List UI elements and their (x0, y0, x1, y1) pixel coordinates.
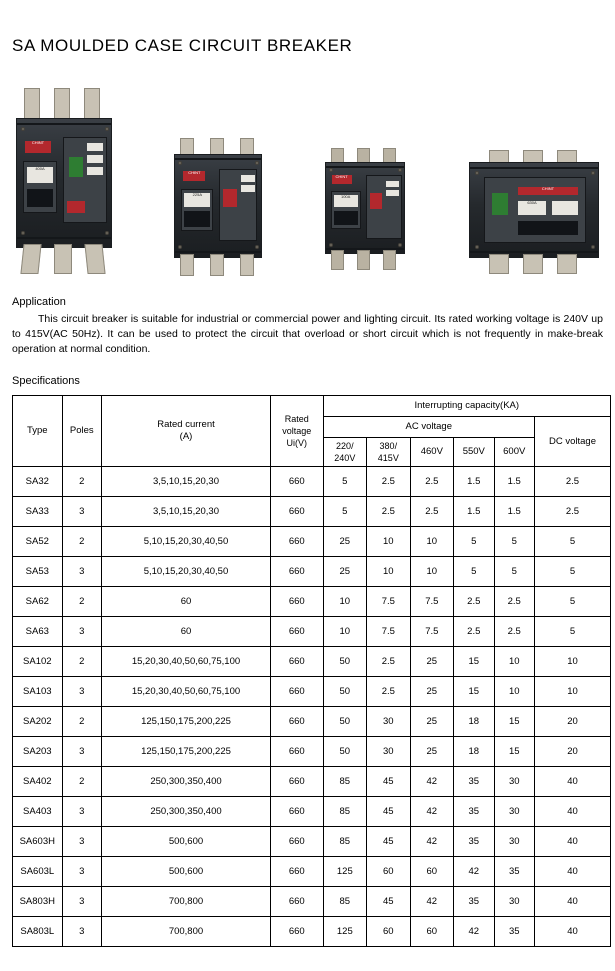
cell-voltage: 660 (270, 887, 323, 917)
cell-dc: 5 (534, 557, 610, 587)
cell-ac550: 35 (454, 887, 494, 917)
terminal-lug (557, 254, 577, 274)
cell-ac380: 10 (367, 527, 411, 557)
cell-current: 250,300,350,400 (102, 797, 271, 827)
cell-poles: 2 (62, 647, 101, 677)
cell-poles: 2 (62, 527, 101, 557)
cell-ac600: 15 (494, 707, 534, 737)
cell-voltage: 660 (270, 617, 323, 647)
th-rated-current-line2: (A) (179, 431, 193, 442)
cell-type: SA203 (13, 737, 63, 767)
cell-poles: 2 (62, 767, 101, 797)
cell-ac220: 10 (323, 587, 367, 617)
cell-poles: 2 (62, 707, 101, 737)
cell-voltage: 660 (270, 737, 323, 767)
th-rated-voltage-line2: voltage (282, 426, 312, 436)
th-ac-220-240 (323, 438, 367, 467)
cell-ac460: 25 (410, 647, 454, 677)
cell-ac380: 30 (367, 737, 411, 767)
cell-current: 700,800 (102, 887, 271, 917)
cell-dc: 40 (534, 767, 610, 797)
cell-ac380: 7.5 (367, 617, 411, 647)
cell-ac550: 15 (454, 647, 494, 677)
cell-type: SA202 (13, 707, 63, 737)
cell-dc: 40 (534, 827, 610, 857)
cell-ac380: 60 (367, 857, 411, 887)
toggle-handle (69, 157, 83, 177)
application-heading: Application (12, 296, 66, 308)
cell-ac220: 85 (323, 797, 367, 827)
cell-ac600: 35 (494, 857, 534, 887)
cell-ac220: 125 (323, 917, 367, 947)
cell-ac460: 60 (410, 857, 454, 887)
cell-ac380: 10 (367, 557, 411, 587)
cell-ac600: 10 (494, 677, 534, 707)
cell-ac220: 85 (323, 887, 367, 917)
th-rated-voltage (270, 396, 323, 467)
cell-ac460: 42 (410, 797, 454, 827)
cell-ac460: 10 (410, 527, 454, 557)
specifications-table-body (13, 467, 611, 947)
cell-dc: 40 (534, 797, 610, 827)
cell-ac600: 30 (494, 887, 534, 917)
cell-dc: 2.5 (534, 467, 610, 497)
cell-ac600: 30 (494, 827, 534, 857)
th-type: Type (13, 396, 63, 467)
cell-poles: 3 (62, 827, 101, 857)
breaker-medium-3pole (172, 138, 264, 278)
cell-ac550: 18 (454, 707, 494, 737)
cell-ac550: 5 (454, 557, 494, 587)
cell-ac460: 25 (410, 677, 454, 707)
th-rated-voltage-line3: Ui(V) (286, 438, 308, 448)
cell-ac380: 45 (367, 767, 411, 797)
toggle-handle (223, 189, 237, 207)
table-row (13, 467, 611, 497)
th-ac-550: 550V (454, 438, 494, 467)
terminal-lug (24, 88, 40, 122)
page-title: SA MOULDED CASE CIRCUIT BREAKER (12, 36, 353, 55)
terminal-lug (240, 254, 254, 276)
th-ac-220-240-line1: 220/ (336, 441, 354, 451)
cell-type: SA402 (13, 767, 63, 797)
cell-dc: 40 (534, 887, 610, 917)
specifications-table (12, 395, 611, 947)
cell-type: SA62 (13, 587, 63, 617)
th-rated-voltage-line1: Rated (284, 414, 309, 424)
application-text: This circuit breaker is suitable for industrial or commercial power and lighting circuit. Its rated working voltage is 240V up to 415V(AC 50Hz). It can be used to protect the circuit that overload or short circuit which is not frequently in make-break operation at normal condition. (12, 313, 603, 355)
cell-type: SA803L (13, 917, 63, 947)
cell-current: 125,150,175,200,225 (102, 707, 271, 737)
cell-poles: 3 (62, 557, 101, 587)
cell-ac460: 7.5 (410, 587, 454, 617)
current-rating-label: 400A (27, 167, 53, 183)
cell-ac380: 7.5 (367, 587, 411, 617)
cell-poles: 3 (62, 917, 101, 947)
th-rated-current-line1: Rated current (157, 419, 215, 430)
table-row (13, 647, 611, 677)
cell-current: 60 (102, 587, 271, 617)
th-interrupting-capacity: Interrupting capacity(KA) (323, 396, 610, 417)
cell-dc: 10 (534, 677, 610, 707)
cell-ac600: 1.5 (494, 467, 534, 497)
current-rating-label: 100A (334, 195, 358, 207)
brand-label: CHINT (518, 187, 578, 195)
cell-poles: 2 (62, 587, 101, 617)
cell-type: SA32 (13, 467, 63, 497)
cell-ac220: 85 (323, 767, 367, 797)
cell-voltage: 660 (270, 767, 323, 797)
terminal-lug (331, 250, 344, 270)
cell-ac220: 50 (323, 707, 367, 737)
table-row (13, 707, 611, 737)
cell-ac380: 2.5 (367, 497, 411, 527)
table-row (13, 527, 611, 557)
table-row (13, 917, 611, 947)
terminal-lug (357, 250, 370, 270)
th-ac-380-415-line1: 380/ (379, 441, 398, 451)
cell-ac460: 2.5 (410, 497, 454, 527)
product-image-row (14, 78, 601, 278)
cell-ac460: 10 (410, 557, 454, 587)
th-dc-voltage: DC voltage (534, 417, 610, 467)
th-ac-220-240-line2: 240V (334, 453, 356, 463)
cell-current: 60 (102, 617, 271, 647)
cell-type: SA102 (13, 647, 63, 677)
cell-dc: 20 (534, 737, 610, 767)
cell-current: 15,20,30,40,50,60,75,100 (102, 677, 271, 707)
cell-poles: 2 (62, 467, 101, 497)
page (0, 36, 615, 971)
cell-voltage: 660 (270, 467, 323, 497)
cell-ac220: 5 (323, 497, 367, 527)
cell-voltage: 660 (270, 587, 323, 617)
terminal-lug (180, 254, 194, 276)
cell-ac550: 15 (454, 677, 494, 707)
cell-poles: 3 (62, 737, 101, 767)
cell-current: 5,10,15,20,30,40,50 (102, 557, 271, 587)
cell-poles: 3 (62, 617, 101, 647)
cell-ac460: 7.5 (410, 617, 454, 647)
terminal-lug (84, 88, 100, 122)
cell-dc: 10 (534, 647, 610, 677)
cell-voltage: 660 (270, 827, 323, 857)
cell-ac550: 2.5 (454, 617, 494, 647)
cell-voltage: 660 (270, 527, 323, 557)
terminal-lug (523, 254, 543, 274)
cell-ac550: 18 (454, 737, 494, 767)
breaker-large-4pole (14, 88, 114, 278)
cell-ac550: 35 (454, 827, 494, 857)
cell-voltage: 660 (270, 917, 323, 947)
cell-ac550: 42 (454, 857, 494, 887)
cell-ac460: 42 (410, 827, 454, 857)
cell-ac550: 42 (454, 917, 494, 947)
cell-ac550: 35 (454, 767, 494, 797)
cell-poles: 3 (62, 887, 101, 917)
cell-ac600: 15 (494, 737, 534, 767)
cell-poles: 3 (62, 797, 101, 827)
th-ac-380-415-line2: 415V (377, 453, 399, 463)
cell-poles: 3 (62, 677, 101, 707)
th-ac-600: 600V (494, 438, 534, 467)
th-ac-380-415 (367, 438, 411, 467)
cell-ac220: 10 (323, 617, 367, 647)
table-row (13, 617, 611, 647)
cell-type: SA603L (13, 857, 63, 887)
application-paragraph (12, 312, 603, 357)
cell-ac380: 45 (367, 797, 411, 827)
cell-dc: 5 (534, 617, 610, 647)
terminal-lug (54, 88, 70, 122)
th-ac-voltage: AC voltage (323, 417, 534, 438)
brand-label: CHINT (25, 141, 51, 153)
table-row (13, 677, 611, 707)
cell-type: SA403 (13, 797, 63, 827)
cell-ac380: 2.5 (367, 467, 411, 497)
terminal-lug (54, 244, 72, 274)
cell-ac380: 2.5 (367, 677, 411, 707)
table-row (13, 767, 611, 797)
cell-ac380: 30 (367, 707, 411, 737)
cell-ac220: 25 (323, 557, 367, 587)
th-ac-460: 460V (410, 438, 454, 467)
cell-ac600: 2.5 (494, 617, 534, 647)
cell-ac220: 85 (323, 827, 367, 857)
breaker-wide-3pole (467, 150, 601, 278)
specifications-heading: Specifications (12, 375, 80, 387)
cell-voltage: 660 (270, 797, 323, 827)
terminal-lug (383, 250, 396, 270)
cell-dc: 5 (534, 527, 610, 557)
cell-ac380: 60 (367, 917, 411, 947)
cell-voltage: 660 (270, 557, 323, 587)
cell-voltage: 660 (270, 857, 323, 887)
table-row (13, 887, 611, 917)
cell-current: 500,600 (102, 857, 271, 887)
table-row (13, 737, 611, 767)
cell-ac220: 125 (323, 857, 367, 887)
cell-ac600: 30 (494, 767, 534, 797)
cell-voltage: 660 (270, 677, 323, 707)
cell-type: SA63 (13, 617, 63, 647)
cell-type: SA53 (13, 557, 63, 587)
cell-ac600: 30 (494, 797, 534, 827)
toggle-handle (492, 193, 508, 215)
breaker-small-3pole (323, 148, 409, 278)
cell-ac220: 25 (323, 527, 367, 557)
cell-current: 3,5,10,15,20,30 (102, 467, 271, 497)
cell-current: 500,600 (102, 827, 271, 857)
cell-ac380: 45 (367, 887, 411, 917)
current-rating-label: 630A (518, 201, 546, 215)
cell-current: 5,10,15,20,30,40,50 (102, 527, 271, 557)
cell-ac460: 42 (410, 887, 454, 917)
toggle-handle (370, 193, 382, 209)
cell-type: SA103 (13, 677, 63, 707)
cell-ac460: 60 (410, 917, 454, 947)
cell-ac220: 5 (323, 467, 367, 497)
cell-ac220: 50 (323, 677, 367, 707)
cell-ac550: 5 (454, 527, 494, 557)
cell-current: 250,300,350,400 (102, 767, 271, 797)
cell-ac600: 35 (494, 917, 534, 947)
terminal-lug (84, 244, 105, 274)
cell-voltage: 660 (270, 647, 323, 677)
brand-label: CHINT (332, 175, 352, 184)
cell-ac460: 2.5 (410, 467, 454, 497)
cell-ac550: 35 (454, 797, 494, 827)
table-row (13, 797, 611, 827)
cell-ac600: 2.5 (494, 587, 534, 617)
cell-ac550: 1.5 (454, 467, 494, 497)
cell-poles: 3 (62, 857, 101, 887)
cell-type: SA33 (13, 497, 63, 527)
table-row (13, 587, 611, 617)
cell-ac460: 25 (410, 737, 454, 767)
cell-dc: 40 (534, 857, 610, 887)
table-row (13, 857, 611, 887)
table-row (13, 497, 611, 527)
current-rating-label: 225A (184, 193, 210, 207)
cell-type: SA603H (13, 827, 63, 857)
cell-type: SA803H (13, 887, 63, 917)
terminal-lug (489, 254, 509, 274)
cell-current: 3,5,10,15,20,30 (102, 497, 271, 527)
cell-ac460: 42 (410, 767, 454, 797)
th-poles: Poles (62, 396, 101, 467)
cell-ac460: 25 (410, 707, 454, 737)
brand-label: CHINT (183, 171, 205, 181)
cell-ac220: 50 (323, 737, 367, 767)
cell-ac600: 1.5 (494, 497, 534, 527)
cell-current: 125,150,175,200,225 (102, 737, 271, 767)
cell-ac600: 5 (494, 557, 534, 587)
cell-current: 700,800 (102, 917, 271, 947)
cell-ac600: 10 (494, 647, 534, 677)
cell-ac550: 1.5 (454, 497, 494, 527)
table-row (13, 827, 611, 857)
terminal-lug (20, 244, 41, 274)
cell-dc: 20 (534, 707, 610, 737)
table-row (13, 557, 611, 587)
cell-poles: 3 (62, 497, 101, 527)
cell-ac380: 2.5 (367, 647, 411, 677)
cell-ac550: 2.5 (454, 587, 494, 617)
cell-current: 15,20,30,40,50,60,75,100 (102, 647, 271, 677)
cell-ac600: 5 (494, 527, 534, 557)
th-rated-current (102, 396, 271, 467)
cell-ac380: 45 (367, 827, 411, 857)
cell-ac220: 50 (323, 647, 367, 677)
cell-dc: 5 (534, 587, 610, 617)
cell-voltage: 660 (270, 497, 323, 527)
terminal-lug (210, 254, 224, 276)
cell-dc: 40 (534, 917, 610, 947)
cell-type: SA52 (13, 527, 63, 557)
cell-voltage: 660 (270, 707, 323, 737)
cell-dc: 2.5 (534, 497, 610, 527)
